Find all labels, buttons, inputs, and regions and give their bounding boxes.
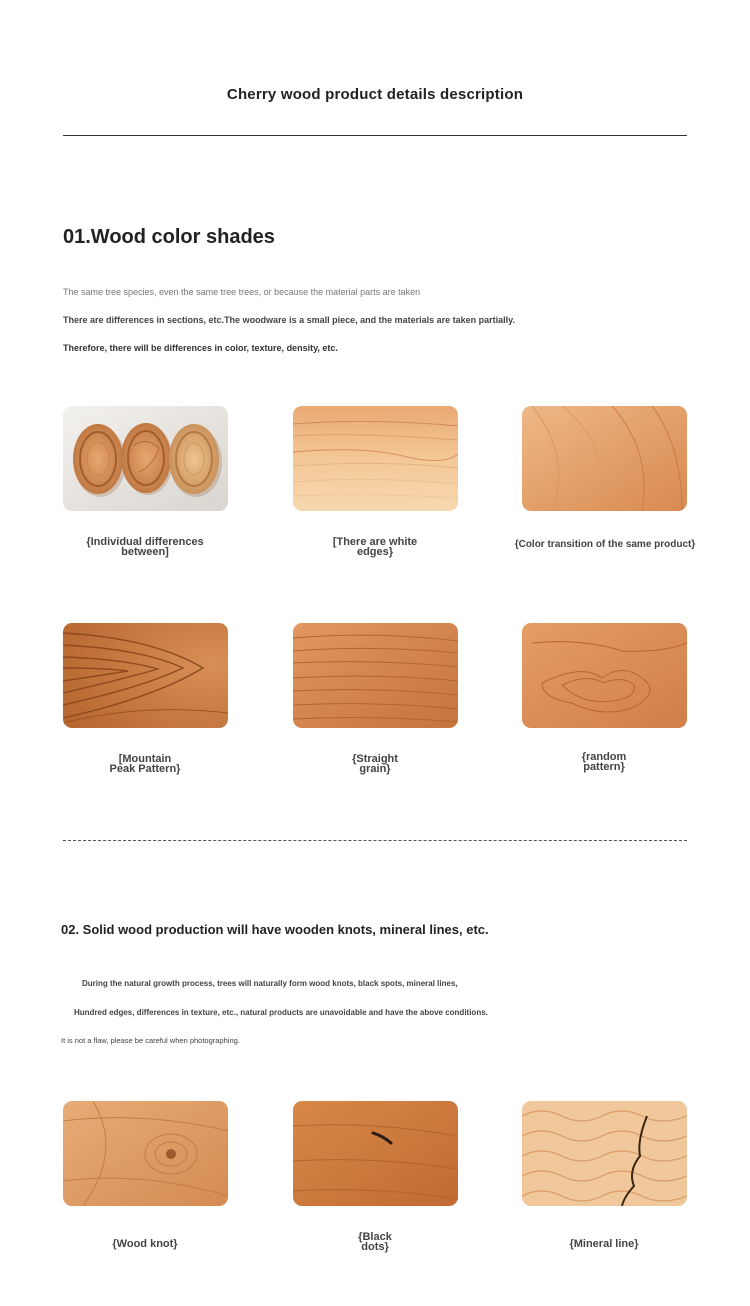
caption-line: {Individual differences: [86, 536, 204, 548]
section1-paragraph-3: Therefore, there will be differences in color, texture, density, etc.: [63, 343, 338, 353]
caption-black-dots: [280, 1232, 470, 1252]
caption-line: grain}: [359, 763, 391, 775]
caption-mountain-peak: [50, 754, 240, 774]
white-edge-wood-image: [293, 406, 458, 511]
caption-straight-grain: [280, 754, 470, 774]
mountain-peak-wood-image: [63, 623, 228, 728]
title-divider: [63, 135, 687, 136]
tile-straight-grain: [293, 623, 458, 728]
straight-grain-wood-image: [293, 623, 458, 728]
section1-paragraph-1: The same tree species, even the same tree trees, or because the material parts are taken: [63, 287, 421, 297]
caption-white-edges: [280, 537, 470, 557]
caption-mineral-line: [509, 1239, 699, 1249]
color-transition-wood-image: [522, 406, 687, 511]
caption-wood-knot: [50, 1239, 240, 1249]
mineral-line-image: [522, 1101, 687, 1206]
tile-mineral-line: [522, 1101, 687, 1206]
caption-line: {Color transition of the same product}: [514, 539, 696, 550]
caption-line: [There are white: [332, 536, 418, 548]
caption-line: {Straight: [352, 753, 398, 765]
caption-line: Peak Pattern}: [109, 763, 181, 775]
page-title: Cherry wood product details description: [226, 86, 524, 103]
coaster-trays-image: [63, 406, 228, 511]
section1-heading: 01.Wood color shades: [63, 226, 275, 248]
section2-paragraph-1: During the natural growth process, trees will naturally form wood knots, black spots, mineral lines,: [82, 979, 458, 988]
tile-black-dots: [293, 1101, 458, 1206]
random-pattern-wood-image: [522, 623, 687, 728]
section2-paragraph-2: Hundred edges, differences in texture, etc., natural products are unavoidable and have the above conditions.: [74, 1008, 488, 1017]
tile-wood-knot: [63, 1101, 228, 1206]
tile-white-edges: [293, 406, 458, 511]
section2-paragraph-3: It is not a flaw, please be careful when photographing.: [61, 1036, 240, 1045]
section1-paragraph-2: There are differences in sections, etc.The woodware is a small piece, and the materials are taken partially.: [63, 315, 516, 325]
black-dots-image: [293, 1101, 458, 1206]
caption-line: edges}: [356, 546, 394, 558]
tile-color-transition: [522, 406, 687, 511]
wood-knot-image: [63, 1101, 228, 1206]
caption-random-pattern: [509, 752, 699, 772]
caption-line: {Wood knot}: [112, 1238, 178, 1250]
caption-line: {Mineral line}: [569, 1238, 639, 1250]
section2-heading: 02. Solid wood production will have wooden knots, mineral lines, etc.: [61, 922, 489, 937]
tile-random-pattern: [522, 623, 687, 728]
caption-line: dots}: [361, 1241, 389, 1253]
caption-line: [Mountain: [118, 753, 172, 765]
caption-line: {Black: [358, 1231, 392, 1243]
caption-line: {random: [581, 751, 627, 763]
caption-color-transition: [508, 540, 702, 550]
section-divider: [63, 840, 687, 841]
caption-line: pattern}: [583, 761, 625, 773]
tile-mountain-peak: [63, 623, 228, 728]
tile-individual-differences: [63, 406, 228, 511]
caption-individual-differences: [50, 537, 240, 557]
caption-line: between]: [121, 546, 169, 558]
